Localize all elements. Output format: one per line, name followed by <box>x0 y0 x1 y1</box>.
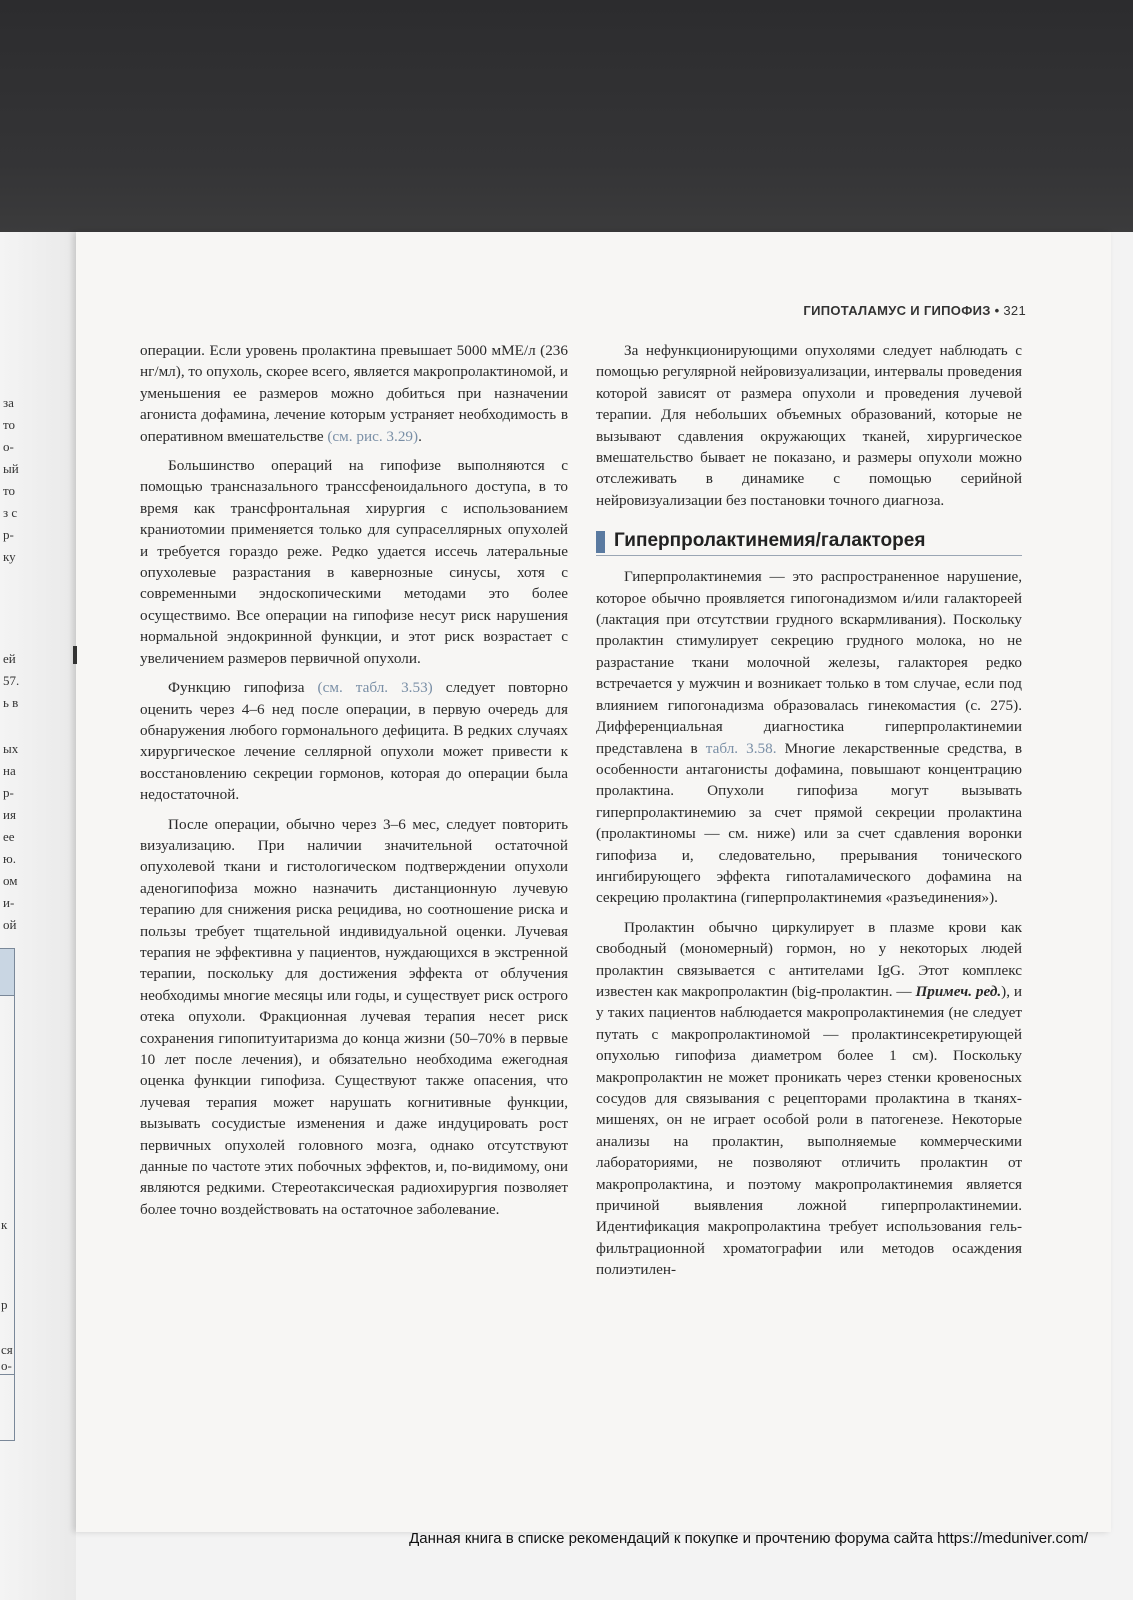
previous-page-fragment: ой <box>3 917 17 932</box>
paragraph-text: Многие лекарственные средства, в особенности антагонисты дофамина, повышают концентрацию пролактина. Опухоли гипофиза могут вызывать гиперпролактинемию за счет прямой секреции пролактина (пролактиномы — см. ниже) или за счет сдавления воронки гипофиза и, следовательно, прерывания тонического ингибирующего эффекта гипоталамического дофамина на секрецию пролактина (гиперпролактинемия «разъединения»). <box>596 739 1023 907</box>
previous-page-fragment: ку <box>3 549 16 564</box>
table-reference-link[interactable]: (см. табл. 3.53) <box>317 679 433 697</box>
previous-page-fragment: за <box>3 395 14 410</box>
paragraph: После операции, обычно через 3–6 мес, следует повторить визуализацию. При наличии значительной остаточной опухолевой ткани и гистологическом подтверждении опухоли аденогипофиза можно назначить дистанционную лучевую терапию для снижения риска рецидива, но соотношение риска и пользы требует тщательной индивидуальной оценки. Лучевая терапия не эффективна у пациентов, нуждающихся в экстренной терапии, поскольку для достижения эффекта от облучения необходимы многие месяцы или годы, и существует риск острого отека опухоли. Фракционная лучевая терапия несет риск сохранения гипопитуитаризма до конца жизни (50–70% в первые 10 лет после лечения), и обязательно необходима ежегодная оценка функции гипофиза. Существуют также опасения, что лучевая терапия может нарушать когнитивные функции, вызывать сосудистые изменения и даже индуцировать рост первичных опухолей головного мозга, однако отсутствуют данные по частоте этих побочных эффектов, и, по-видимому, они являются редкими. Стереотаксическая радиохирургия позволяет более точно воздействовать на остаточное заболевание. <box>140 815 568 1218</box>
previous-page-fragment: з с <box>3 505 18 520</box>
paragraph <box>140 340 568 447</box>
running-header-separator: • <box>994 303 1000 318</box>
paragraph-text: Пролактин обычно циркулирует в плазме крови как свободный (мономерный) гормон, но у некоторых людей пролактин связывается с антителами IgG. Этот комплекс известен как макропролактин (big-пролактин. — <box>596 918 1022 1000</box>
previous-page-fragment: р- <box>3 527 14 542</box>
previous-page-fragment: ю. <box>3 851 16 866</box>
previous-page-fragment: то <box>3 483 16 498</box>
section-marker-icon <box>596 531 605 553</box>
previous-page-fragment: и- <box>3 895 15 910</box>
previous-page-fragment-group <box>3 392 63 568</box>
previous-page-table-header <box>0 948 15 996</box>
previous-page-fragment: ь в <box>3 695 19 710</box>
previous-page-fragment: ых <box>3 741 19 756</box>
previous-page-fragment: ый <box>3 461 19 476</box>
previous-page-fragment-group <box>3 648 63 714</box>
previous-page-fragment: ее <box>3 829 15 844</box>
paragraph: За нефункционирующими опухолями следует наблюдать с помощью регулярной нейровизуализации, интервалы проведения которой зависят от размера опухоли и проведения лучевой терапии. Для небольших объемных образований, которые не вызывают сдавления окружающих тканей, хирургическое вмешательство бывает не показано, и размеры опухоли можно отслеживать в динамике с помощью серийной нейровизуализации без постановки точного диагноза. <box>596 342 1022 509</box>
footer-note: Данная книга в списке рекомендаций к покупке и прочтению форума сайта https://meduniver.com/ <box>409 1530 1088 1547</box>
page-number: 321 <box>1003 303 1026 318</box>
paragraph-text: ), и у таких пациентов наблюдается макропролактинемия (не следует путать с макропролактиномой — пролактинсекретирующей опухолью гипофиза диаметром более 1 см). Поскольку макропролактин не может проникать через стенки кровеносных сосудов для связывания с рецепторами пролактина в тканях-мишенях, он не играет особой роли в патогенезе. Некоторые анализы на пролактин, выполняемые коммерческими лабораториями, не позволяют отличить пролактин от макропролактина, и поэтому макропролактинемия является причиной выявления ложной гиперпролактинемии. Идентификация макропролактина требует использования гель-фильтрационной хроматографии или методов осаждения полиэтилен- <box>596 982 1023 1279</box>
section-heading <box>596 529 1022 556</box>
previous-page-fragment: то <box>3 417 16 432</box>
paragraph <box>596 566 1022 909</box>
right-column <box>596 340 1022 1281</box>
binding-mark <box>73 646 77 664</box>
previous-page-fragment-group <box>1 1214 61 1236</box>
previous-page-fragment-group <box>1 1342 61 1374</box>
figure-reference-link[interactable]: (см. рис. 3.29) <box>327 427 419 445</box>
previous-page-fragment-group <box>3 738 63 936</box>
previous-page-fragment: о- <box>1 1358 12 1373</box>
paragraph-text: . <box>418 427 422 445</box>
previous-page-table <box>0 994 15 1375</box>
previous-page-fragment: на <box>3 763 16 778</box>
previous-page-fragment: р <box>1 1297 8 1312</box>
section-heading-text: Гиперпролактинемия/галакторея <box>614 530 926 552</box>
table-reference-link[interactable]: табл. 3.58. <box>705 739 777 757</box>
editor-note: Примеч. ред. <box>915 982 1002 1000</box>
left-column <box>140 340 568 1220</box>
paragraph-text: Гиперпролактинемия — это распространенное нарушение, которое обычно проявляется гипогонадизмом и/или галактореей (лактация при отсутствии грудного вскармливания). Поскольку пролактин стимулирует секрецию грудного молока, но не разрастание ткани молочной железы, галакторея редко встречается у мужчин и возникает только в том случае, если под влиянием гипогонадизма образовалась гинекомастия (с. 275). Дифференциальная диагностика гиперпролактинемии представлена в <box>596 568 1022 757</box>
previous-page-fragment: ей <box>3 651 16 666</box>
paragraph-text: операции. Если уровень пролактина превышает 5000 мМЕ/л (236 нг/мл), то опухоль, скорее всего, является макропролактиномой, и уменьшения ее размеров можно добиться при назначении агониста дофамина, лечение которым устраняет необходимость в оперативном вмешательстве <box>140 342 568 445</box>
previous-page-table <box>0 1374 15 1441</box>
previous-page-fragment: р- <box>3 785 14 800</box>
previous-page-fragment: 57. <box>3 673 20 688</box>
paragraph: Большинство операций на гипофизе выполняются с помощью трансназального транссфеноидального доступа, в то время как трансфронтальная хирургия с использованием краниотомии применяется только для супраселлярных опухолей и требуется гораздо реже. Редко удается иссечь латеральные опухолевые разрастания в кавернозные синусы, хотя с современными эндоскопическими методами это более осуществимо. Все операции на гипофизе несут риск нарушения нормальной эндокринной функции, и этот риск возрастает с увеличением размеров первичной опухоли. <box>140 457 568 667</box>
previous-page-fragment-group <box>1 1294 61 1316</box>
paragraph <box>596 917 1022 1281</box>
paragraph-text: Функцию гипофиза <box>168 679 305 697</box>
scanner-shadow <box>0 0 1133 232</box>
previous-page-fragment: к <box>1 1217 8 1232</box>
running-header <box>736 303 1026 318</box>
previous-page-fragment: ом <box>3 873 18 888</box>
previous-page-fragment: ия <box>3 807 16 822</box>
running-header-title: ГИПОТАЛАМУС И ГИПОФИЗ <box>803 303 991 318</box>
previous-page-fragment: ся <box>1 1342 13 1357</box>
paragraph <box>140 677 568 805</box>
previous-page-fragment: о- <box>3 439 14 454</box>
paragraph-text: следует повторно оценить через 4–6 нед после операции, в первую очередь для обнаружения любого гормонального дефицита. В редких случаях хирургическое лечение селлярной опухоли может привести к восстановлению секреции гормонов, которая до операции была недостаточной. <box>140 679 569 804</box>
